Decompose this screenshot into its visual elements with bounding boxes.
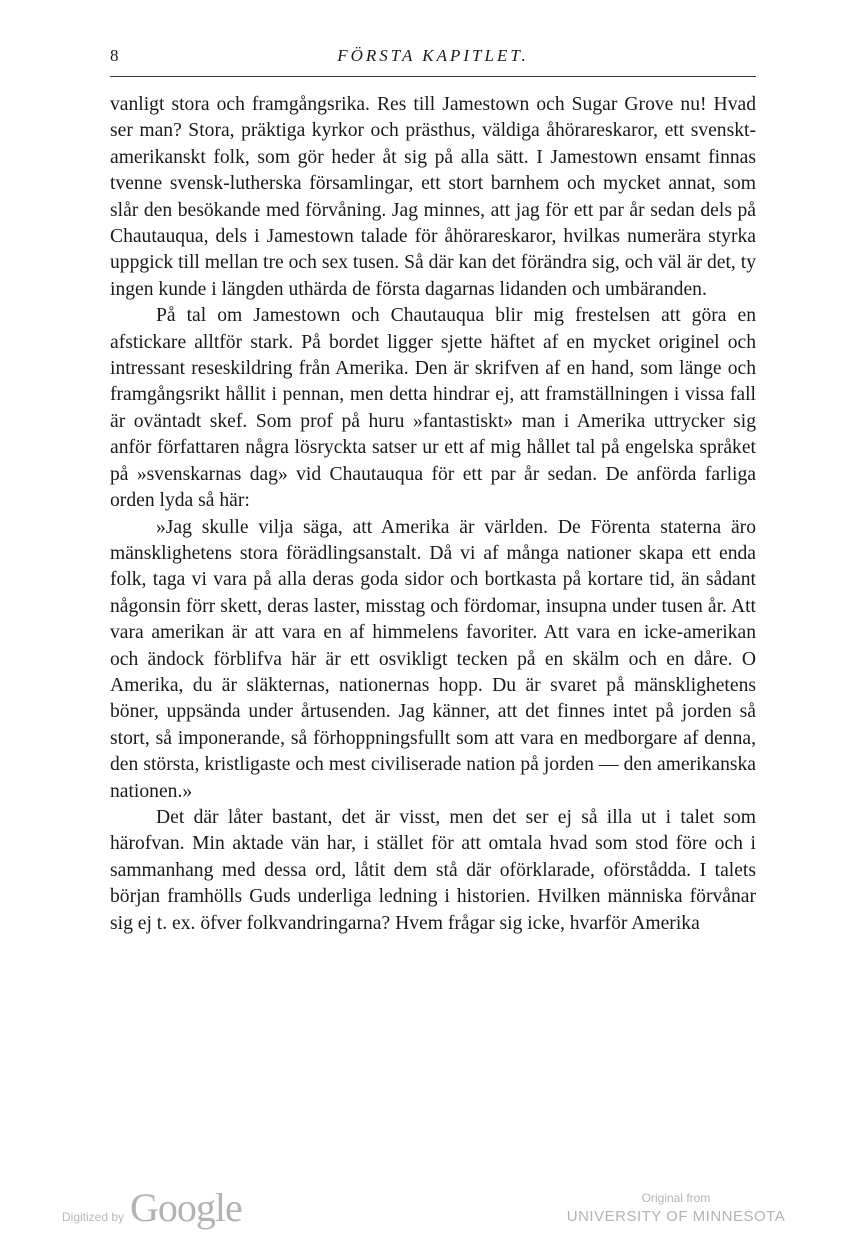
paragraph-1: vanligt stora och framgångsrika. Res till Jamestown och Sugar Grove nu! Hvad ser man? Stora, präktiga kyrkor och prästhus, väldiga åhörareskaror, ett svenskt-amerikanskt folk, som gör heder åt sig på alla sätt. I Jamestown ensamt finnas tvenne svensk-lutherska församlingar, ett stort barnhem och mycket annat, som slår den besökande med förvåning. Jag minnes, att jag för ett par år sedan dels på Chautauqua, dels i Jamestown talade för åhörareskaror, hvilkas numerära styrka uppgick till mellan tre och sex tusen. Så där kan det förändra sig, och väl är det, ty ingen kunde i längden uthärda de första dagarnas lidanden och umbäranden. [110, 94, 756, 300]
original-from-label: Original from [641, 1191, 711, 1205]
digitized-by-label: Digitized by [62, 1210, 125, 1224]
paragraph-2: På tal om Jamestown och Chautauqua blir mig frestelsen att göra en afstickare alltför stark. På bordet ligger sjette häftet af en mycket originel och intressant reseskildring från Amerika. Den är skrifven af en hand, som länge och framgångsrikt hållit i pennan, men detta hindrar ej, att framställningen i vissa fall är oväntadt skef. Som prof på huru »fantastiskt» man i Amerika uttrycker sig anför författaren några lösryckta satser ur ett af mig hållet tal på engelska språket på »svenskarnas dag» vid Chautauqua för ett par år sedan. De anförda farliga orden lyda så här: [110, 305, 756, 512]
google-logo: Google [130, 1185, 242, 1230]
paragraph-4: Det där låter bastant, det är visst, men det ser ej så illa ut i talet som härofvan. Min aktade vän har, i stället för att omtala hvad som stod före och i sammanhang med dessa ord, låtit dem stå där oförklarade, oförstådda. I talets början framhölls Guds underliga ledning i historien. Hvilken människa förvånar sig ej t. ex. öfver folkvandringarna? Hvem frågar sig icke, hvarför Amerika [110, 806, 756, 934]
page-header [110, 46, 756, 70]
body-text [110, 92, 756, 937]
page-number: 8 [110, 46, 119, 65]
library-name: UNIVERSITY OF MINNESOTA [566, 1208, 786, 1225]
digitized-by-watermark [62, 1184, 242, 1234]
header-rule [110, 76, 756, 77]
paragraph-3-quote: »Jag skulle vilja säga, att Amerika är världen. De Förenta staterna äro mänsklighetens stora förädlingsanstalt. Då vi af många nationer skapa ett enda folk, taga vi vara på alla deras goda sidor och bortkasta på kortare tid, än sådant någonsin förr skett, deras laster, misstag och fördomar, insupna under tusen år. Att vara amerikan är att vara en af himmelens favoriter. Att vara en icke-amerikan och ändock förblifva här är ett osvikligt tecken på en skälm och en dåre. O Amerika, du är släkternas, nationernas hopp. Du är svaret på mänsklighetens böner, uppsända under årtusenden. Jag känner, att det finnes intet på jorden så stort, så imponerande, så förhoppningsfullt som att vara en medborgare af denna, den största, kristligaste och mest civiliserade nation på jorden — den amerikanska nationen.» [110, 516, 756, 802]
running-title: FÖRSTA KAPITLET. [337, 46, 529, 65]
source-watermark [560, 1190, 792, 1228]
